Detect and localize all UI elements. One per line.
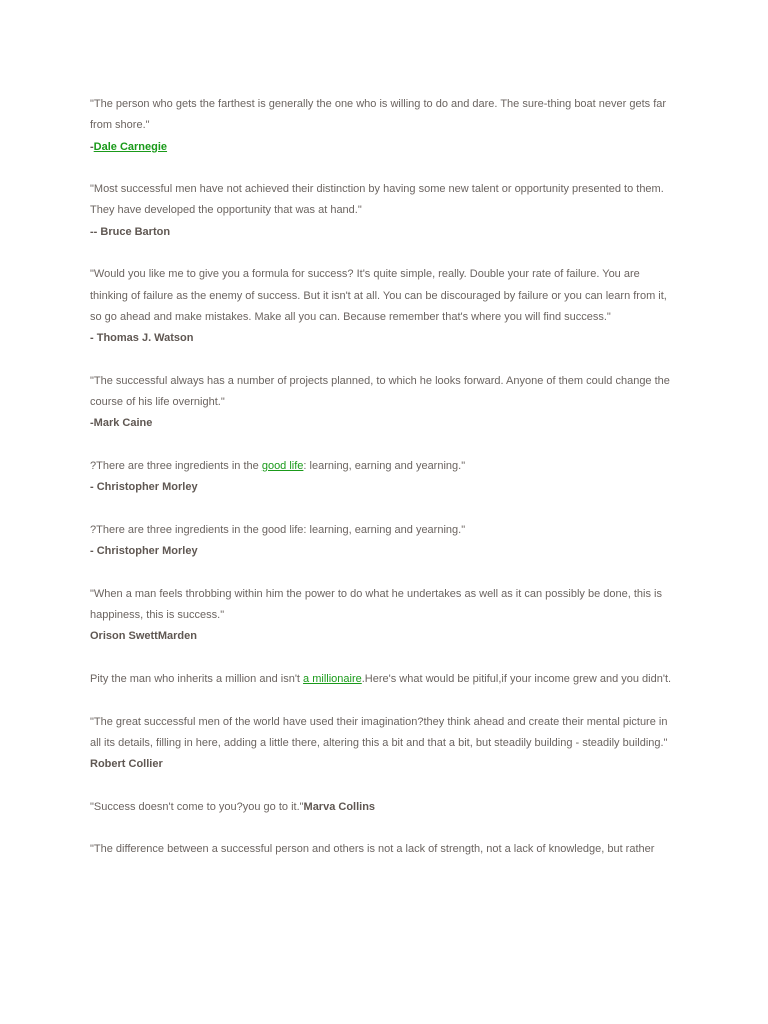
- quote-author: - Christopher Morley: [90, 481, 198, 494]
- quote-list: [90, 94, 680, 861]
- spacer: [90, 158, 680, 179]
- quote-author: Orison SwettMarden: [90, 630, 197, 643]
- spacer: [90, 499, 680, 520]
- author-link-dale-carnegie[interactable]: Dale Carnegie: [93, 140, 168, 153]
- quote-text: "The person who gets the farthest is generally the one who is willing to do and dare. The sure-thing boat never gets far from shore.": [90, 98, 667, 132]
- quote-author: -Mark Caine: [90, 417, 153, 430]
- quote-text-part: : learning, earning and yearning.": [303, 460, 466, 473]
- link-good-life[interactable]: good life: [261, 460, 304, 473]
- quote-text-part: Pity the man who inherits a million and isn't: [90, 673, 304, 686]
- quote-text: "The great successful men of the world have used their imagination?they think ahead and create their mental picture in all its details, filling in here, adding a little there, altering this a bit and that a bit, but steadily building - steadily building.": [90, 715, 668, 749]
- quote-text: ?There are three ingredients in the good life: learning, earning and yearning.": [90, 523, 466, 536]
- spacer: [90, 350, 680, 371]
- spacer: [90, 563, 680, 584]
- quote-text-part: ?There are three ingredients in the: [90, 460, 262, 473]
- link-millionaire[interactable]: a millionaire: [303, 673, 362, 686]
- spacer: [90, 435, 680, 456]
- quote-author: - Thomas J. Watson: [90, 332, 194, 345]
- quote-text: "The successful always has a number of projects planned, to which he looks forward. Anyone of them could change the course of his life overnight.": [90, 374, 670, 409]
- quote-text: "When a man feels throbbing within him the power to do what he undertakes as well as it can possibly be done, this is happiness, this is success.": [90, 587, 662, 622]
- quote-author: Robert Collier: [90, 758, 163, 771]
- quote-text-part: "Success doesn't come to you?you go to it.": [90, 800, 304, 813]
- quote-author-line: [90, 137, 680, 158]
- quote-text-with-link: [90, 456, 680, 477]
- spacer: [90, 243, 680, 264]
- quote-text: "The difference between a successful person and others is not a lack of strength, not a lack of knowledge, but rather: [90, 843, 655, 856]
- quote-text-inline-author: [90, 797, 680, 818]
- quote-text: "Would you like me to give you a formula for success? It's quite simple, really. Double your rate of failure. You are thinking of failure as the enemy of success. But it isn't at all. You can be discouraged by failure or you can learn from it, so go ahead and make mistakes. Make all you can. Because remember that's where you will find success.": [90, 268, 667, 323]
- spacer: [90, 690, 680, 711]
- spacer: [90, 648, 680, 669]
- author-prefix: -: [90, 140, 94, 153]
- quote-text: "Most successful men have not achieved their distinction by having some new talent or opportunity presented to them. They have developed the opportunity that was at hand.": [90, 183, 664, 217]
- quote-text-part: .Here's what would be pitiful,if your income grew and you didn't.: [361, 673, 672, 686]
- quote-text-with-link: [90, 669, 680, 690]
- quote-author: Marva Collins: [303, 800, 376, 813]
- quote-author: -- Bruce Barton: [90, 225, 171, 238]
- quote-author: - Christopher Morley: [90, 545, 198, 558]
- spacer: [90, 776, 680, 797]
- spacer: [90, 818, 680, 839]
